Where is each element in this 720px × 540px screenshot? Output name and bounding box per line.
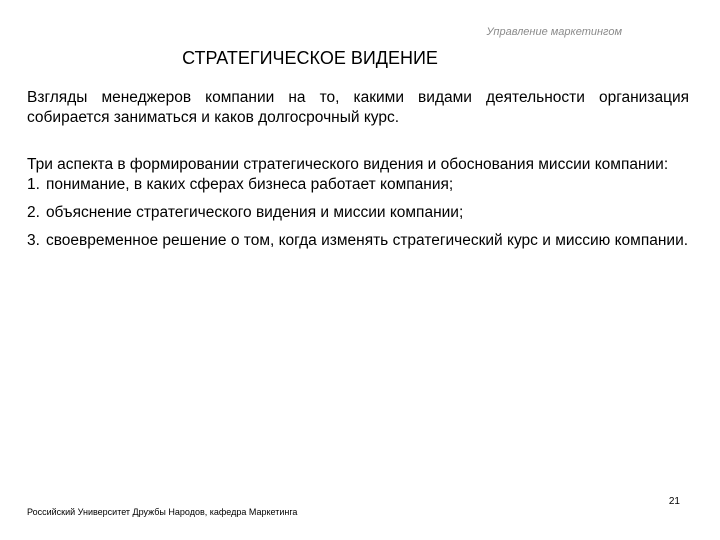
slide-content (27, 88, 689, 251)
list-item-number: 1. (27, 176, 40, 193)
list-item-text: понимание, в каких сферах бизнеса работает компания; (45, 176, 454, 193)
list-item (27, 203, 689, 223)
slide-title: СТРАТЕГИЧЕСКОЕ ВИДЕНИЕ (182, 48, 438, 68)
course-header: Управление маркетингом (486, 26, 622, 38)
aspects-intro: Три аспекта в формировании стратегического видения и обоснования миссии компании: (27, 156, 669, 173)
page-number: 21 (668, 496, 680, 507)
definition-paragraph: Взгляды менеджеров компании на то, какими видами деятельности организация собирается заниматься и каков долгосрочный курс. (27, 89, 689, 126)
list-item-text: объяснение стратегического видения и миссии компании; (45, 204, 464, 221)
list-item-number: 2. (27, 204, 40, 221)
list-item (27, 175, 689, 195)
footer-organization: Российский Университет Дружбы Народов, кафедра Маркетинга (27, 507, 298, 517)
list-item-text: своевременное решение о том, когда изменять стратегический курс и миссию компании. (45, 232, 689, 249)
list-item-number: 3. (27, 232, 40, 249)
list-item (27, 231, 689, 251)
aspects-list (27, 175, 689, 251)
